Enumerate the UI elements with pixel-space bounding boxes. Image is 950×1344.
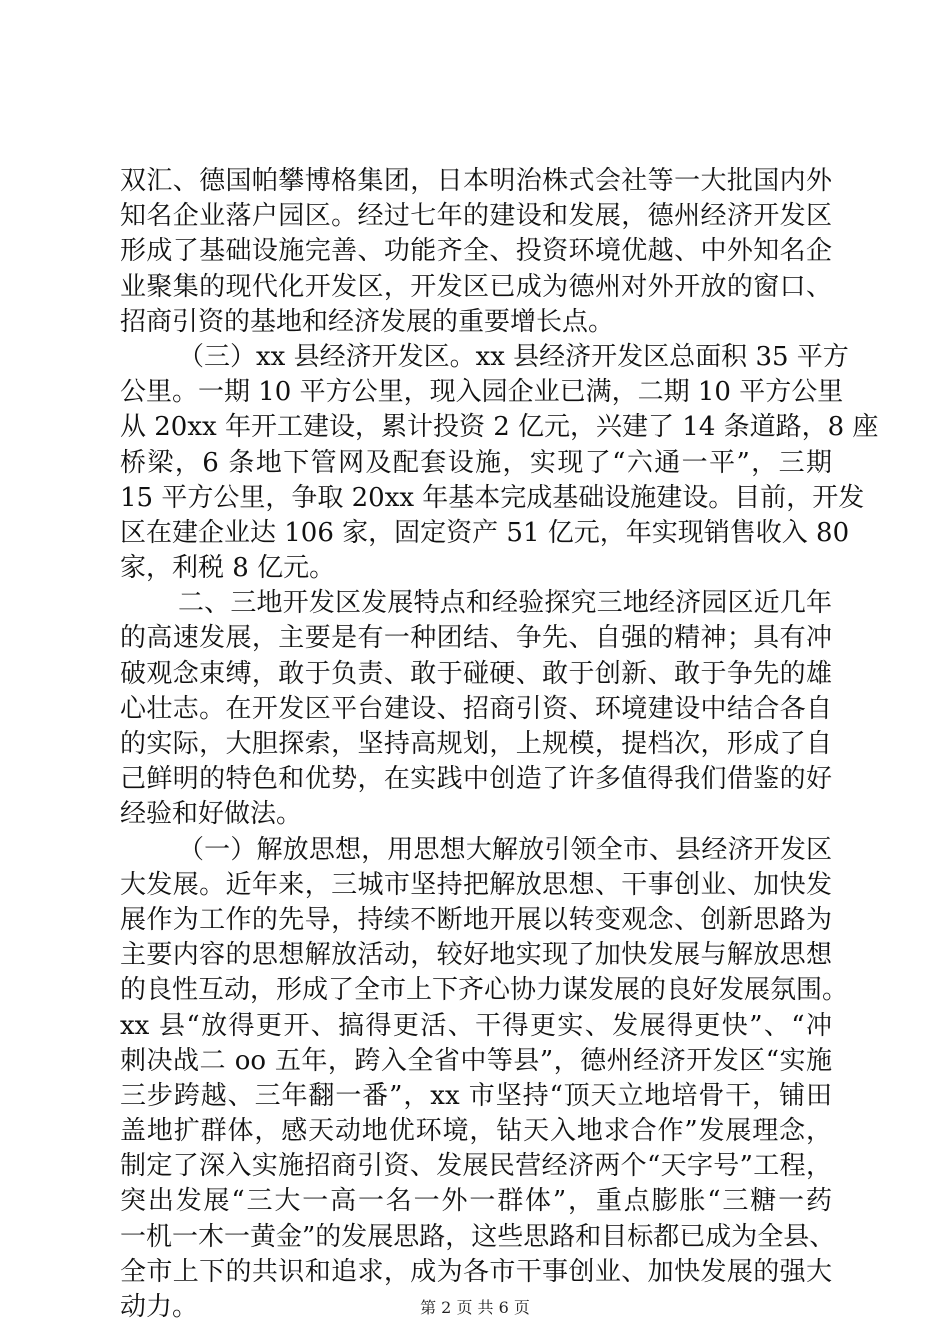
text-line: 家，利税 8 亿元。 bbox=[120, 553, 336, 584]
text-line: 主要内容的思想解放活动，较好地实现了加快发展与解放思想 bbox=[120, 940, 832, 971]
paragraph bbox=[120, 340, 879, 586]
text-line: 三步跨越、三年翻一番”，xx 市坚持“顶天立地培骨干，铺田 bbox=[120, 1080, 832, 1111]
text-line: （三）xx 县经济开发区。xx 县经济开发区总面积 35 平方 bbox=[178, 341, 849, 372]
page-number-footer: 第 2 页 共 6 页 bbox=[420, 1298, 530, 1317]
text-line: 盖地扩群体，感天动地优环境，钻天入地求合作”发展理念， bbox=[120, 1116, 832, 1147]
text-line: 招商引资的基地和经济发展的重要增长点。 bbox=[120, 306, 615, 337]
text-line: 二、三地开发区发展特点和经验探究三地经济园区近几年 bbox=[178, 588, 832, 619]
document-body bbox=[120, 164, 879, 1325]
text-line: 的良性互动，形成了全市上下齐心协力谋发展的良好发展氛围。 bbox=[120, 975, 849, 1006]
text-line: 一机一木一黄金”的发展思路，这些思路和目标都已成为全县、 bbox=[120, 1221, 836, 1252]
text-line: 心壮志。在开发区平台建设、招商引资、环境建设中结合各自 bbox=[120, 693, 832, 724]
text-line: 制定了深入实施招商引资、发展民营经济两个“天字号”工程， bbox=[120, 1151, 832, 1182]
text-line: 的高速发展，主要是有一种团结、争先、自强的精神；具有冲 bbox=[120, 623, 832, 654]
text-line: 刺决战二 oo 五年，跨入全省中等县”，德州经济开发区“实施 bbox=[120, 1045, 832, 1076]
paragraph bbox=[120, 586, 832, 832]
text-line: 突出发展“三大一高一名一外一群体”，重点膨胀“三糖一药 bbox=[120, 1186, 832, 1217]
text-line: 双汇、德国帕攀博格集团，日本明治株式会社等一大批国内外 bbox=[120, 166, 832, 196]
text-line: 桥梁，6 条地下管网及配套设施，实现了“六通一平”，三期 bbox=[120, 447, 832, 478]
text-line: 破观念束缚，敢于负责、敢于碰硬、敢于创新、敢于争先的雄 bbox=[120, 658, 832, 689]
text-line: 公里。一期 10 平方公里，现入园企业已满，二期 10 平方公里 bbox=[120, 377, 844, 408]
text-line: 己鲜明的特色和优势，在实践中创造了许多值得我们借鉴的好 bbox=[120, 764, 832, 795]
text-line: 动力。 bbox=[120, 1292, 199, 1322]
text-line: 知名企业落户园区。经过七年的建设和发展，德州经济开发区 bbox=[120, 201, 832, 232]
paragraph bbox=[120, 833, 849, 1326]
text-line: 大发展。近年来，三城市坚持把解放思想、干事创业、加快发 bbox=[120, 869, 832, 900]
text-line: 从 20xx 年开工建设，累计投资 2 亿元，兴建了 14 条道路，8 座 bbox=[120, 412, 879, 443]
text-line: 展作为工作的先导，持续不断地开展以转变观念、创新思路为 bbox=[120, 904, 832, 935]
text-line: 的实际，大胆探索，坚持高规划，上规模，提档次，形成了自 bbox=[120, 729, 832, 759]
text-line: 形成了基础设施完善、功能齐全、投资环境优越、中外知名企 bbox=[120, 236, 832, 267]
text-line: xx 县“放得更开、搞得更活、干得更实、发展得更快”、“冲 bbox=[120, 1010, 832, 1041]
text-line: （一）解放思想，用思想大解放引领全市、县经济开发区 bbox=[178, 834, 832, 865]
paragraph bbox=[120, 164, 832, 340]
text-line: 业聚集的现代化开发区，开发区已成为德州对外开放的窗口、 bbox=[120, 271, 832, 302]
text-line: 区在建企业达 106 家，固定资产 51 亿元，年实现销售收入 80 bbox=[120, 517, 850, 548]
text-line: 全市上下的共识和追求，成为各市干事创业、加快发展的强大 bbox=[120, 1256, 832, 1287]
text-line: 经验和好做法。 bbox=[120, 799, 303, 830]
text-line: 15 平方公里，争取 20xx 年基本完成基础设施建设。目前，开发 bbox=[120, 482, 865, 513]
